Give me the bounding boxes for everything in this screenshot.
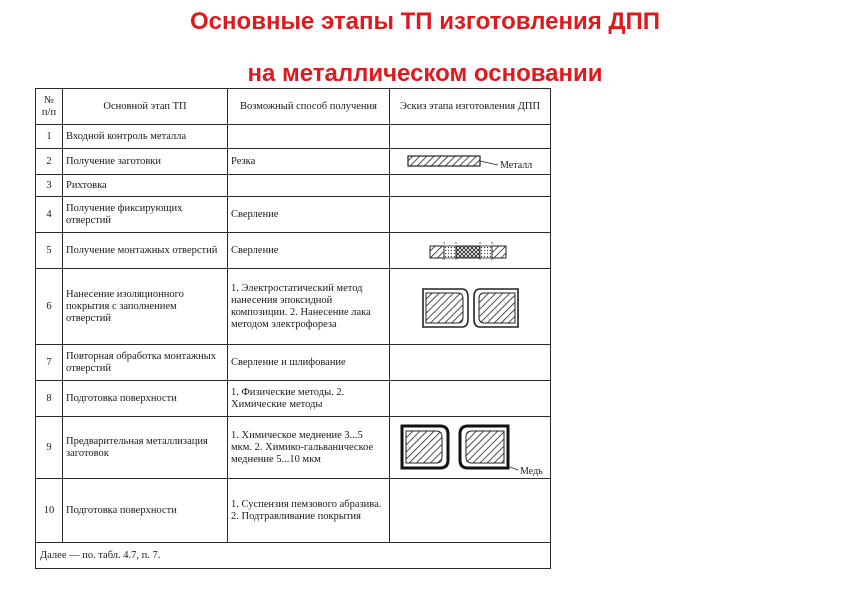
sketch-label-metal: Металл [500, 159, 533, 171]
insulation-coating-sketch [390, 271, 550, 343]
header-method: Возможный способ получения [228, 89, 390, 125]
row-num: 10 [36, 479, 63, 543]
row-stage: Рихтовка [63, 175, 228, 197]
row-sketch [390, 479, 551, 543]
table-footer-row [36, 543, 551, 569]
table-row [36, 125, 551, 149]
row-sketch [390, 233, 551, 269]
row-stage: Подготовка поверхности [63, 381, 228, 417]
row-method: Резка [228, 149, 390, 175]
row-num: 2 [36, 149, 63, 175]
table-row [36, 417, 551, 479]
row-method [228, 125, 390, 149]
row-sketch [390, 381, 551, 417]
row-stage: Предварительная металлизация заготовок [63, 417, 228, 479]
row-sketch [390, 269, 551, 345]
table-row [36, 269, 551, 345]
row-stage: Повторная обработка монтажных отверстий [63, 345, 228, 381]
table-footer-note: Далее — по. табл. 4.7, п. 7. [36, 543, 551, 569]
row-sketch [390, 125, 551, 149]
header-stage: Основной этап ТП [63, 89, 228, 125]
row-num: 3 [36, 175, 63, 197]
header-num: № п/п [36, 89, 63, 125]
row-method: 1. Химическое меднение 3...5 мкм. 2. Химико-гальваническое меднение 5...10 мкм [228, 417, 390, 479]
copper-metallization-sketch [390, 418, 550, 478]
row-method: 1. Электростатический метод нанесения эпоксидной композиции. 2. Нанесение лака методом электрофореза [228, 269, 390, 345]
table-row [36, 381, 551, 417]
page-title: Основные этапы ТП изготовления ДПП [190, 8, 660, 35]
row-stage: Подготовка поверхности [63, 479, 228, 543]
table-row [36, 197, 551, 233]
table-header-row [36, 89, 551, 125]
row-sketch [390, 345, 551, 381]
process-table [35, 88, 551, 569]
row-method: 1. Физические методы. 2. Химические методы [228, 381, 390, 417]
row-num: 4 [36, 197, 63, 233]
row-stage: Получение монтажных отверстий [63, 233, 228, 269]
row-num: 5 [36, 233, 63, 269]
row-sketch [390, 175, 551, 197]
table-row [36, 233, 551, 269]
metal-blank-sketch [390, 150, 550, 174]
header-sketch: Эскиз этапа изготовления ДПП [390, 89, 551, 125]
row-num: 9 [36, 417, 63, 479]
sketch-label-copper: Медь [520, 465, 543, 477]
table-row [36, 149, 551, 175]
row-num: 6 [36, 269, 63, 345]
row-sketch [390, 417, 551, 479]
row-stage: Входной контроль металла [63, 125, 228, 149]
row-sketch [390, 149, 551, 175]
row-method: Сверление и шлифование [228, 345, 390, 381]
page-subtitle: на металлическом основании [247, 60, 603, 87]
row-num: 1 [36, 125, 63, 149]
row-num: 7 [36, 345, 63, 381]
row-method: Сверление [228, 233, 390, 269]
table-row [36, 345, 551, 381]
row-sketch [390, 197, 551, 233]
row-stage: Получение фиксирующих отверстий [63, 197, 228, 233]
row-num: 8 [36, 381, 63, 417]
row-method [228, 175, 390, 197]
row-method: 1. Суспензия пемзового абразива. 2. Подтравливание покрытия [228, 479, 390, 543]
row-stage: Получение заготовки [63, 149, 228, 175]
drilled-holes-sketch [390, 234, 550, 268]
table-row [36, 175, 551, 197]
row-method: Сверление [228, 197, 390, 233]
row-stage: Нанесение изоляционного покрытия с заполнением отверстий [63, 269, 228, 345]
table-row [36, 479, 551, 543]
